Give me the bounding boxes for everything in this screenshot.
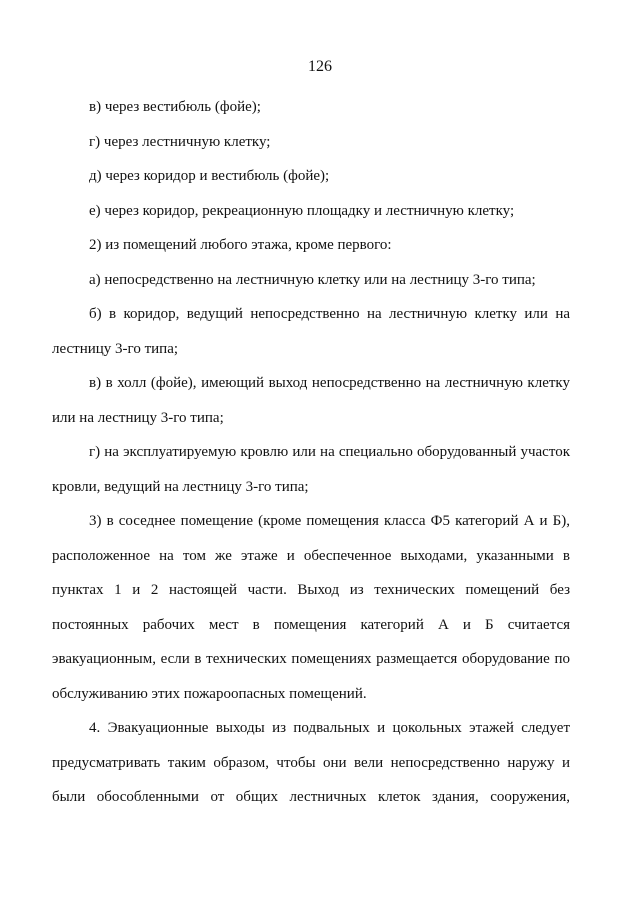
list-item-g-roof: г) на эксплуатируемую кровлю или на специально оборудованный участок кровли, ведущий на лестницу 3-го типа; [52,444,570,495]
list-item-e-corridor-recreation: е) через коридор, рекреационную площадку и лестничную клетку; [89,202,515,219]
list-item-d-corridor-vestibule: д) через коридор и вестибюль (фойе); [89,168,330,184]
list-item-v-vestibule: в) через вестибюль (фойе); [89,99,261,115]
page-number: 126 [308,58,332,75]
list-item-3-adjacent-room: 3) в соседнее помещение (кроме помещения класса Ф5 категорий А и Б), расположенное на том же этаже и обеспеченное выходами, указанными в пунктах 1 и 2 настоящей части. Выход из технических помещений без постоянных рабочих мест в помещения категорий А и Б считается эвакуационным, если в технических помещениях размещается оборудование по обслуживанию этих пожароопасных помещений. [52,513,570,702]
list-item-g-staircase: г) через лестничную клетку; [89,133,271,150]
list-item-v-hall: в) в холл (фойе), имеющий выход непосредственно на лестничную клетку или на лестницу 3-го типа; [52,375,570,426]
list-item-2-any-floor: 2) из помещений любого этажа, кроме первого: [89,237,392,253]
body-text [52,90,570,815]
list-item-a-directly-staircase: а) непосредственно на лестничную клетку или на лестницу 3-го типа; [89,271,536,288]
list-item-b-corridor: б) в коридор, ведущий непосредственно на лестничную клетку или на лестницу 3-го типа; [52,306,570,357]
paragraph-4-basement-exits: 4. Эвакуационные выходы из подвальных и цокольных этажей следует предусматривать таким образом, чтобы они вели непосредственно наружу и были обособленными от общих лестничных клеток здания, сооружения, [52,720,570,805]
